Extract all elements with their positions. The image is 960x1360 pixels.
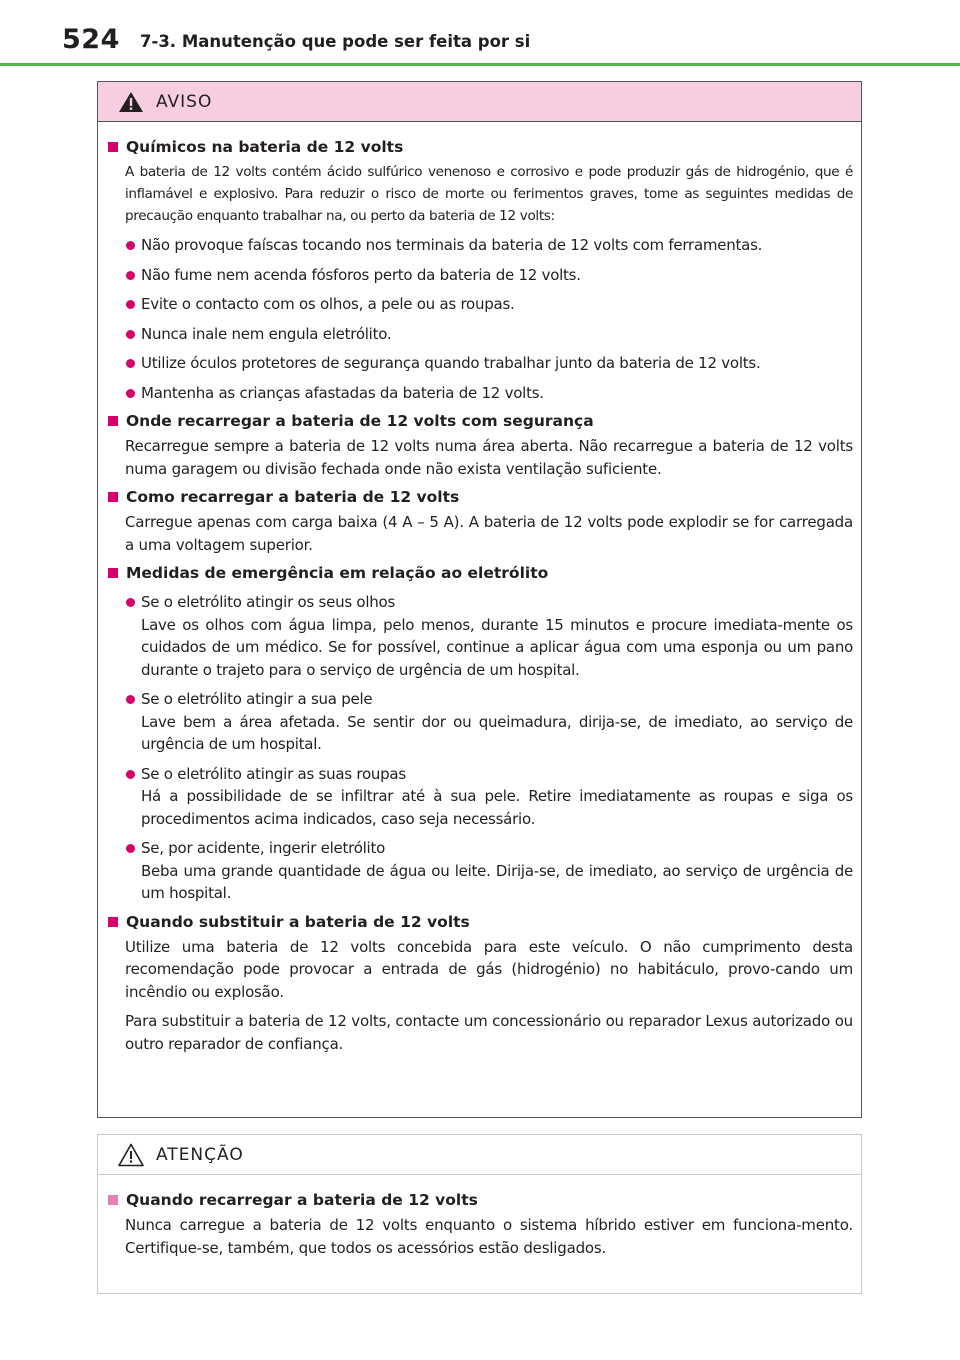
page-number: 524 (62, 24, 120, 55)
square-bullet-icon (108, 492, 118, 502)
section-text: Nunca carregue a bateria de 12 volts enquanto o sistema híbrido estiver em funciona-mento. Certifique-se, também, que todos os acessórios estão desligados. (125, 1216, 853, 1257)
section-text: Recarregue sempre a bateria de 12 volts numa área aberta. Não recarregue a bateria de 12 volts numa garagem ou divisão fechada onde não exista ventilação suficiente. (125, 437, 853, 478)
round-bullet-icon (126, 844, 135, 853)
page-header (0, 0, 960, 70)
round-bullet-icon (126, 271, 135, 280)
section-title: Quando substituir a bateria de 12 volts (107, 911, 853, 933)
chapter-title: 7-3. Manutenção que pode ser feita por si (140, 32, 531, 51)
round-bullet-icon (126, 300, 135, 309)
warning-triangle-icon (118, 91, 144, 113)
section-text: Para substituir a bateria de 12 volts, contacte um concessionário ou reparador Lexus autorizado ou outro reparador de confiança. (125, 1012, 853, 1053)
round-bullet-icon (126, 241, 135, 250)
section-title: Onde recarregar a bateria de 12 volts com segurança (107, 410, 853, 432)
warning-box (97, 81, 862, 1118)
round-bullet-icon (126, 359, 135, 368)
caution-header (98, 1135, 861, 1175)
list-item: Se, por acidente, ingerir eletrólito Beba uma grande quantidade de água ou leite. Dirija-se, de imediato, ao serviço de urgência de um hospital. (107, 837, 853, 905)
round-bullet-icon (126, 598, 135, 607)
round-bullet-icon (126, 695, 135, 704)
list-item: Evite o contacto com os olhos, a pele ou as roupas. (107, 293, 853, 316)
section-text: A bateria de 12 volts contém ácido sulfúrico venenoso e corrosivo e pode produzir gás de hidrogénio, que é inflamável e explosivo. Para reduzir o risco de morte ou ferimentos graves, tome as seguintes medidas de precaução enquanto trabalhar na, ou perto da bateria de 12 volts: (125, 164, 853, 224)
square-bullet-icon (108, 568, 118, 578)
list-item: Nunca inale nem engula eletrólito. (107, 323, 853, 346)
round-bullet-icon (126, 770, 135, 779)
list-item: Não provoque faíscas tocando nos terminais da bateria de 12 volts com ferramentas. (107, 234, 853, 257)
warning-body (98, 122, 861, 1055)
header-divider (0, 63, 960, 66)
round-bullet-icon (126, 389, 135, 398)
round-bullet-icon (126, 330, 135, 339)
section-title: Químicos na bateria de 12 volts (107, 136, 853, 158)
list-item: Se o eletrólito atingir os seus olhos Lave os olhos com água limpa, pelo menos, durante 15 minutos e procure imediata-mente os cuidados de um médico. Se for possível, continue a aplicar água com uma esponja ou um pano durante o trajeto para o serviço de urgência de um hospital. (107, 591, 853, 681)
section-text: Utilize uma bateria de 12 volts concebida para este veículo. O não cumprimento desta recomendação pode provocar a entrada de gás (hidrogénio) no habitáculo, provo-cando um incêndio ou explosão. (125, 937, 853, 1001)
list-item: Utilize óculos protetores de segurança quando trabalhar junto da bateria de 12 volts. (107, 352, 853, 375)
section-title: Quando recarregar a bateria de 12 volts (107, 1189, 853, 1211)
square-bullet-icon (108, 142, 118, 152)
warning-title: AVISO (156, 91, 213, 112)
section-title: Como recarregar a bateria de 12 volts (107, 486, 853, 508)
list-item: Se o eletrólito atingir a sua pele Lave bem a área afetada. Se sentir dor ou queimadura, dirija-se, de imediato, ao serviço de urgência de um hospital. (107, 688, 853, 756)
list-item: Não fume nem acenda fósforos perto da bateria de 12 volts. (107, 264, 853, 287)
caution-box (97, 1134, 862, 1294)
caution-triangle-icon (118, 1143, 144, 1167)
section-title: Medidas de emergência em relação ao eletrólito (107, 562, 853, 584)
square-bullet-icon (108, 416, 118, 426)
caution-title: ATENÇÃO (156, 1144, 244, 1165)
warning-header (98, 82, 861, 122)
square-bullet-icon (108, 917, 118, 927)
list-item: Mantenha as crianças afastadas da bateria de 12 volts. (107, 382, 853, 405)
caution-body (98, 1175, 861, 1259)
square-bullet-icon (108, 1195, 118, 1205)
list-item: Se o eletrólito atingir as suas roupas Há a possibilidade de se infiltrar até à sua pele. Retire imediatamente as roupas e siga os procedimentos acima indicados, caso seja necessário. (107, 763, 853, 831)
section-text: Carregue apenas com carga baixa (4 A – 5 A). A bateria de 12 volts pode explodir se for carregada a uma voltagem superior. (125, 513, 853, 554)
